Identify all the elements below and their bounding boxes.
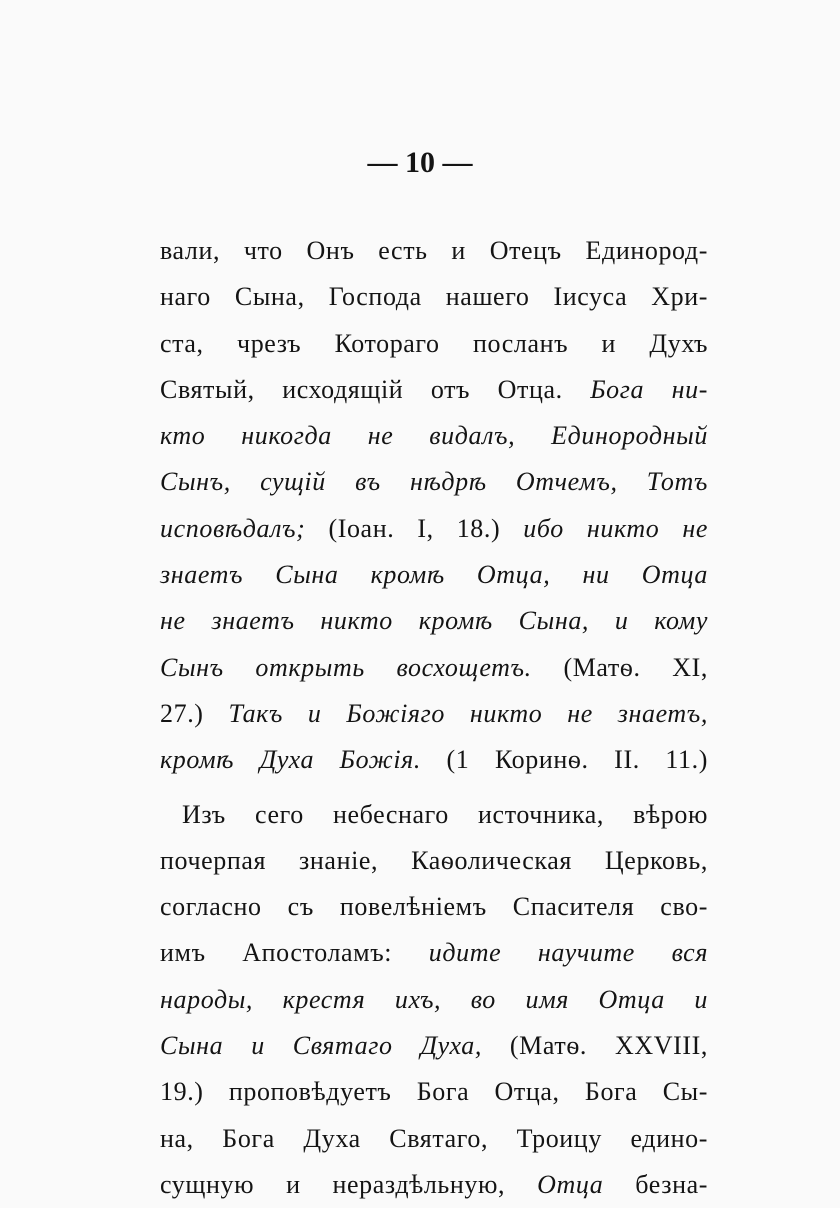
italic-text: ибо никто не [523, 513, 709, 543]
page-number: — 10 — [367, 146, 473, 179]
italic-text: Отца [537, 1169, 636, 1199]
italic-text: знаетъ Сына кромѣ Отца, ни Отца [160, 560, 708, 590]
text-line [160, 1116, 708, 1162]
regular-text: (Матѳ. XXVIII, [509, 1031, 708, 1061]
text-line [160, 1069, 708, 1115]
italic-text: Сынъ открыть восхощетъ. [160, 652, 564, 682]
regular-text: Святый, исходящій отъ Отца. [160, 374, 591, 404]
italic-text: Бога ни- [590, 374, 708, 404]
regular-text: 27.) [160, 698, 229, 728]
italic-text: не знаетъ никто кромѣ Сына, и кому [160, 606, 708, 636]
regular-text: (Матѳ. XI, [563, 652, 708, 682]
text-line [160, 930, 708, 976]
regular-text: ста, чрезъ Котораго посланъ и Духъ [160, 328, 708, 358]
text-line [160, 977, 708, 1023]
italic-text: кромѣ Духа Божія. [160, 745, 447, 775]
regular-text: почерпая знаніе, Каѳолическая Церковь, [160, 845, 708, 875]
regular-text: вали, что Онъ есть и Отецъ Единород- [160, 236, 708, 265]
italic-text: Такъ и Божіяго никто не знаетъ, [228, 698, 708, 728]
text-line [160, 737, 708, 783]
italic-text: Сынъ, сущій въ нѣдрѣ Отчемъ, Тотъ [160, 467, 708, 497]
italic-text: народы, крестя ихъ, во имя Отца и [160, 984, 708, 1014]
text-line [160, 274, 708, 320]
text-line [160, 838, 708, 884]
text-line [160, 459, 708, 505]
text-line [160, 1023, 708, 1069]
text-line [160, 691, 708, 737]
italic-text: идите научите вся [428, 938, 708, 968]
italic-text: кто никогда не видалъ, Единородный [160, 421, 708, 451]
regular-text: сущную и нераздѣльную, [160, 1169, 538, 1199]
text-line [160, 598, 708, 644]
regular-text: согласно съ повелѣніемъ Спасителя сво- [160, 892, 708, 922]
text-line [160, 367, 708, 413]
text-line [160, 884, 708, 930]
text-line [160, 228, 708, 274]
text-line [160, 321, 708, 367]
text-line [160, 506, 708, 552]
regular-text: 19.) проповѣдуетъ Бога Отца, Бога Сы- [160, 1077, 708, 1107]
regular-text: наго Сына, Господа нашего Іисуса Хри- [160, 282, 708, 312]
regular-text: (Іоан. I, 18.) [328, 513, 524, 543]
text-line [160, 552, 708, 598]
body-text [160, 228, 708, 1208]
regular-text: Изъ сего небеснаго источника, вѣрою [182, 799, 708, 829]
text-line [160, 792, 708, 838]
regular-text: на, Бога Духа Святаго, Троицу едино- [160, 1123, 708, 1153]
text-line [160, 413, 708, 459]
italic-text: Сына и Святаго Духа, [160, 1031, 510, 1061]
regular-text: имъ Апостоламъ: [160, 938, 429, 968]
text-line [160, 1162, 708, 1208]
text-line [160, 645, 708, 691]
regular-text: (1 Коринѳ. II. 11.) [446, 745, 708, 775]
regular-text: безна- [635, 1169, 708, 1199]
italic-text: исповѣдалъ; [160, 513, 329, 543]
